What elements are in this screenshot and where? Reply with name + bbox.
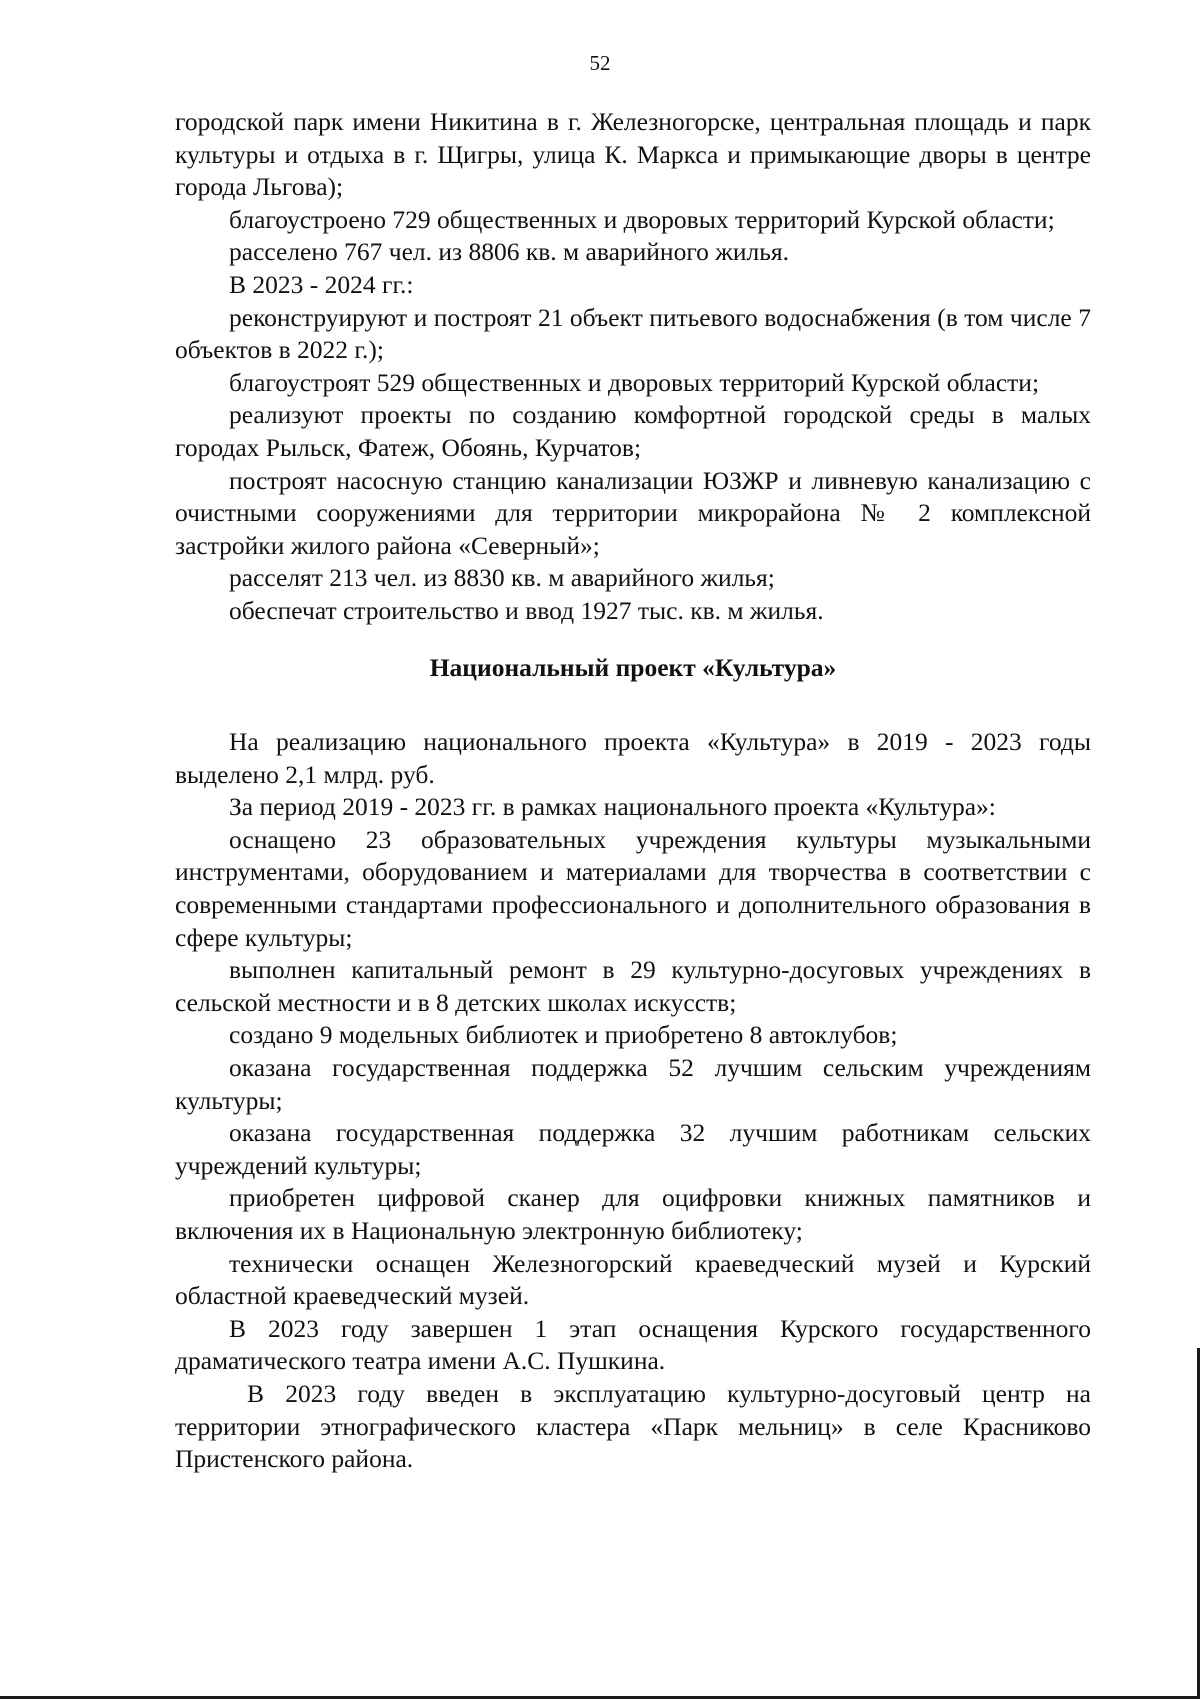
paragraph: оказана государственная поддержка 32 лучшим работникам сельских учреждений культуры; xyxy=(175,1118,1091,1180)
document-body xyxy=(175,106,1091,1476)
paragraph: оказана государственная поддержка 52 лучшим сельским учреждениям культуры; xyxy=(175,1053,1091,1115)
paragraph: оснащено 23 образовательных учреждения культуры музыкальными инструментами, оборудованием и материалами для творчества в соответствии с современными стандартами профессионального и дополнительного образования в сфере культуры; xyxy=(175,824,1091,952)
paragraph: приобретен цифровой сканер для оцифровки книжных памятников и включения их в Национальную электронную библиотеку; xyxy=(175,1183,1091,1245)
paragraph: В 2023 году завершен 1 этап оснащения Курского государственного драматического театра имени А.С. Пушкина. xyxy=(175,1313,1091,1376)
paragraph: благоустроят 529 общественных и дворовых территорий Курской области; xyxy=(229,367,1040,397)
paragraph: построят насосную станцию канализации ЮЗЖР и ливневую канализацию с очистными сооружениями для территории микрорайона № 2 комплексной застройки жилого района «Северный»; xyxy=(175,465,1091,560)
paragraph: реконструируют и построят 21 объект питьевого водоснабжения (в том числе 7 объектов в 2022 г.); xyxy=(175,302,1091,365)
paragraph: технически оснащен Железногорский краеведческий музей и Курский областной краеведческий музей. xyxy=(175,1248,1091,1311)
paragraph: расселят 213 чел. из 8830 кв. м аварийного жилья; xyxy=(229,563,775,593)
paragraph: расселено 767 чел. из 8806 кв. м аварийного жилья. xyxy=(229,237,790,267)
paragraph: В 2023 году введен в эксплуатацию культурно-досуговый центр на территории этнографического кластера «Парк мельниц» в селе Красниково Пристенского района. xyxy=(175,1378,1091,1474)
paragraph: За период 2019 - 2023 гг. в рамках национального проекта «Культура»: xyxy=(229,792,996,822)
paragraph-continuation: городской парк имени Никитина в г. Железногорске, центральная площадь и парк культуры и отдыха в г. Щигры, улица К. Маркса и примыкающие дворы в центре города Льгова); xyxy=(175,107,1091,202)
page-number: 52 xyxy=(589,51,611,75)
paragraph: выполнен капитальный ремонт в 29 культурно-досуговых учреждениях в сельской местности и в 8 детских школах искусств; xyxy=(175,955,1091,1017)
paragraph: обеспечат строительство и ввод 1927 тыс. кв. м жилья. xyxy=(229,595,824,625)
paragraph: благоустроено 729 общественных и дворовых территорий Курской области; xyxy=(229,204,1055,234)
paragraph: реализуют проекты по созданию комфортной городской среды в малых городах Рыльск, Фатеж, Обоянь, Курчатов; xyxy=(175,400,1091,462)
paragraph: На реализацию национального проекта «Культура» в 2019 - 2023 годы выделено 2,1 млрд. руб. xyxy=(175,727,1091,789)
paragraph: В 2023 - 2024 гг.: xyxy=(229,269,414,299)
section-heading: Национальный проект «Культура» xyxy=(429,652,837,682)
paragraph: создано 9 модельных библиотек и приобретено 8 автоклубов; xyxy=(229,1020,898,1050)
